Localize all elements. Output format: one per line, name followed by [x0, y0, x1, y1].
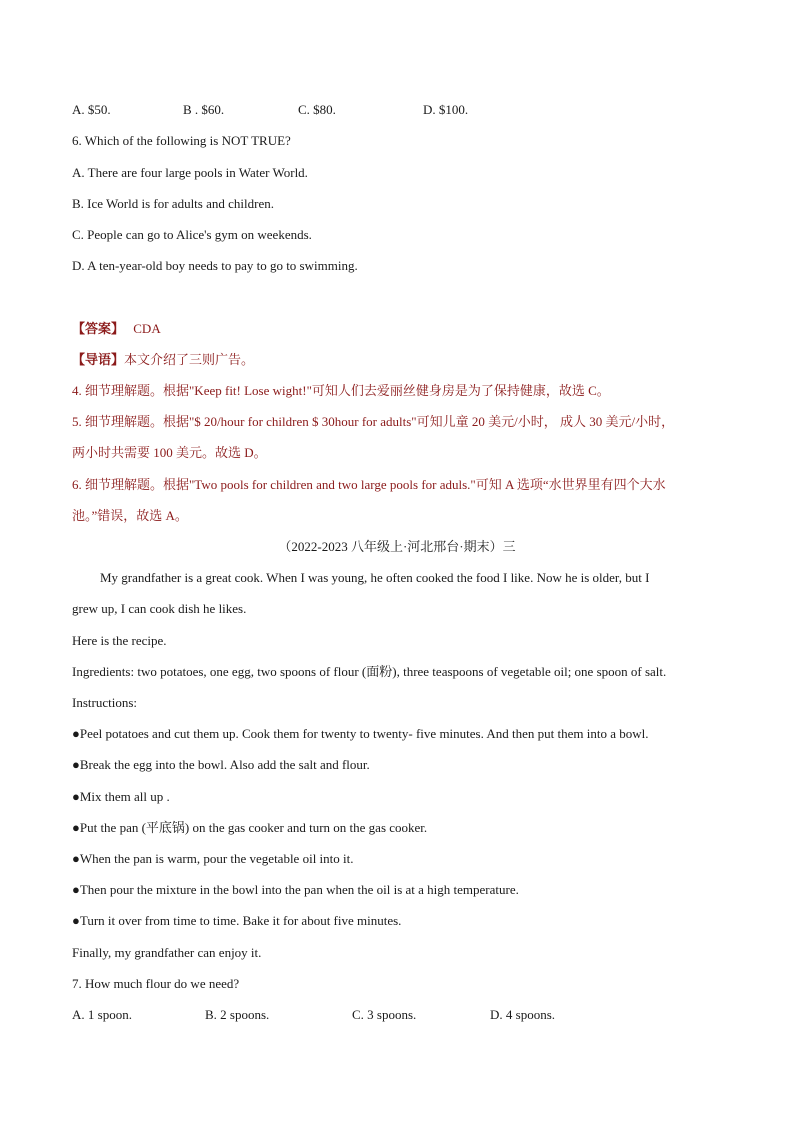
q7-option-d: D. 4 spoons.	[490, 1007, 556, 1022]
step-6: ●Then pour the mixture in the bowl into the pan when the oil is at a high temperature.	[72, 882, 519, 897]
instructions-label: Instructions:	[72, 695, 137, 710]
q6-option-c: C. People can go to Alice's gym on weekends.	[72, 227, 312, 242]
recipe-intro: Here is the recipe.	[72, 633, 167, 648]
explanation-6-line1: 6. 细节理解题。根据"Two pools for children and two large pools for aduls."可知 A 选项“水世界里有四个大水	[72, 477, 666, 492]
q6-option-a: A. There are four large pools in Water World.	[72, 165, 308, 180]
q7-option-c: C. 3 spoons.	[352, 1007, 417, 1022]
explanation-6-line2: 池。”错误，故选 A。	[72, 508, 188, 523]
step-5: ●When the pan is warm, pour the vegetable oil into it.	[72, 851, 354, 866]
explanation-5-line2: 两小时共需要 100 美元。故选 D。	[72, 445, 267, 460]
explanation-4: 4. 细节理解题。根据"Keep fit! Lose wight!"可知人们去爱丽丝健身房是为了保持健康，故选 C。	[72, 383, 610, 398]
passage-p1-line1: My grandfather is a great cook. When I was young, he often cooked the food I like. Now he is older, but I	[100, 570, 650, 585]
answer-label: 【答案】	[72, 322, 125, 337]
passage-closing: Finally, my grandfather can enjoy it.	[72, 945, 262, 960]
q6-option-b: B. Ice World is for adults and children.	[72, 196, 274, 211]
explanation-5-line1: 5. 细节理解题。根据"$ 20/hour for children $ 30hour for adults"可知儿童 20 美元/小时， 成人 30 美元/小时，	[72, 414, 675, 429]
step-1: ●Peel potatoes and cut them up. Cook them for twenty to twenty- five minutes. And then put them into a bowl.	[72, 726, 649, 741]
answer-line	[72, 321, 161, 338]
step-4: ●Put the pan (平底锅) on the gas cooker and turn on the gas cooker.	[72, 820, 428, 835]
step-2: ●Break the egg into the bowl. Also add the salt and flour.	[72, 757, 370, 772]
step-7: ●Turn it over from time to time. Bake it for about five minutes.	[72, 913, 402, 928]
ingredients: Ingredients: two potatoes, one egg, two spoons of flour (面粉), three teaspoons of vegetable oil; one spoon of salt.	[72, 664, 667, 679]
q5-option-d: D. $100.	[423, 102, 469, 117]
step-3: ●Mix them all up .	[72, 789, 170, 804]
q5-option-b: B . $60.	[183, 102, 225, 117]
guide-label: 【导语】	[72, 353, 125, 368]
q7-option-b: B. 2 spoons.	[205, 1007, 270, 1022]
q5-option-a: A. $50.	[72, 102, 111, 117]
q5-option-c: C. $80.	[298, 102, 336, 117]
passage-p1-line2: grew up, I can cook dish he likes.	[72, 601, 247, 616]
q6-option-d: D. A ten-year-old boy needs to pay to go to swimming.	[72, 258, 358, 273]
q7-option-a: A. 1 spoon.	[72, 1007, 132, 1022]
section-title: （2022-2023 八年级上·河北邢台·期末）三	[278, 539, 516, 554]
q7-stem: 7. How much flour do we need?	[72, 976, 240, 991]
guide-text: 本文介绍了三则广告。	[124, 352, 255, 367]
answer-value: CDA	[133, 321, 161, 336]
guide-line	[72, 352, 254, 369]
q6-stem: 6. Which of the following is NOT TRUE?	[72, 133, 291, 148]
